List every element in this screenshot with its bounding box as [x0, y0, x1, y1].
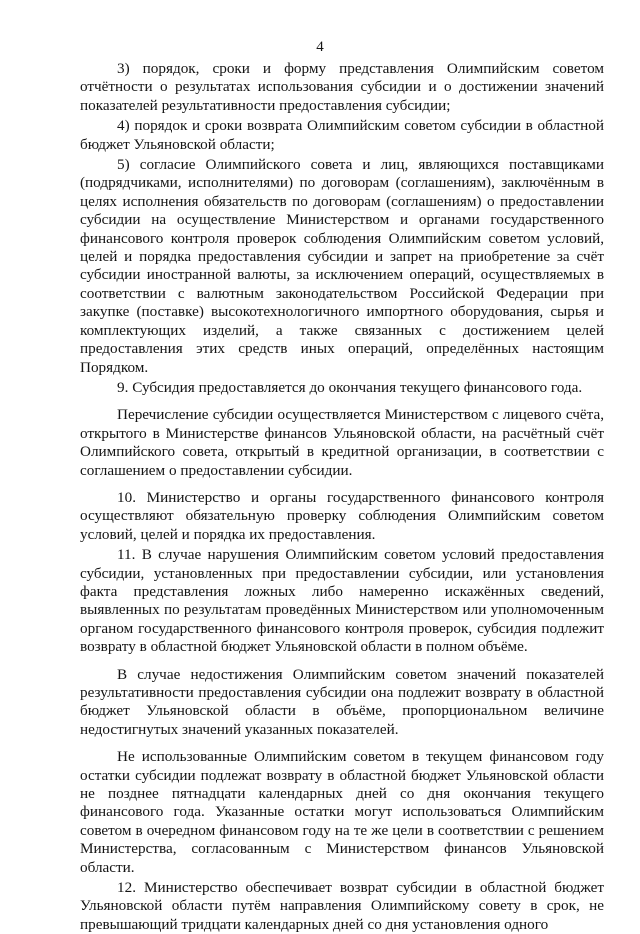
paragraph-item-4: 4) порядок и сроки возврата Олимпийским советом субсидии в областной бюджет Ульяновской области;: [80, 117, 604, 153]
page-number: 4: [316, 39, 324, 55]
paragraph-item-5: 5) согласие Олимпийского совета и лиц, являющихся поставщиками (подрядчиками, исполнителями) по договорам (соглашениям), заключённым в целях исполнения обязательств по договорам (соглашениям) о предоставлении субсидии на осуществление Министерством и органами государственного финансового контроля проверок соблюдения Олимпийским советом условий, целей и порядка предоставления субсидии и запрет на приобретение за счёт субсидии иностранной валюты, за исключением операций, осуществляемых в соответствии с валютным законодательством Российской Федерации при закупке (поставке) высокотехнологичного импортного оборудования, сырья и комплектующих изделий, а также связанных с достижением целей предоставления этих средств иных операций, определённых настоящим Порядком.: [80, 156, 604, 376]
paragraph-item-3: 3) порядок, сроки и форму представления Олимпийским советом отчётности о результатах использования субсидии и о достижении значений показателей результативности предоставления субсидии;: [80, 60, 604, 114]
paragraph-unused-remainder: Не использованные Олимпийским советом в текущем финансовом году остатки субсидии подлежат возврату в областной бюджет Ульяновской области не позднее пятнадцати календарных дней со дня окончания текущего финансового года. Указанные остатки могут использоваться Олимпийским советом в очередном финансовом году на те же цели в соответствии с решением Министерства, согласованным с Министерством финансов Ульяновской области.: [80, 748, 604, 876]
paragraph-transfer: Перечисление субсидии осуществляется Министерством с лицевого счёта, открытого в Министерстве финансов Ульяновской области, на расчётный счёт Олимпийского совета, открытый в кредитной организации, в соответствии с соглашением о предоставлении субсидии.: [80, 406, 604, 479]
paragraph-underachievement: В случае недостижения Олимпийским советом значений показателей результативности предоставления субсидии она подлежит возврату в областной бюджет Ульяновской области в объёме, пропорциональном величине недостигнутых значений указанных показателей.: [80, 665, 604, 738]
paragraph-clause-12: 12. Министерство обеспечивает возврат субсидии в областной бюджет Ульяновской области путём направления Олимпийскому совету в срок, не превышающий тридцати календарных дней со дня установления одного: [80, 879, 604, 933]
paragraph-clause-9: 9. Субсидия предоставляется до окончания текущего финансового года.: [117, 378, 583, 396]
paragraph-clause-11: 11. В случае нарушения Олимпийским советом условий предоставления субсидии, установленных при предоставлении субсидии, или установления факта представления ложных либо намеренно искажённых сведений, выявленных по результатам проведённых Министерством или уполномоченным органом государственного финансового контроля проверок, субсидия подлежит возврату в областной бюджет Ульяновской области в полном объёме.: [80, 546, 604, 656]
paragraph-clause-10: 10. Министерство и органы государственного финансового контроля осуществляют обязательную проверку соблюдения Олимпийским советом условий, целей и порядка их предоставления.: [80, 488, 604, 543]
document-body: [80, 60, 604, 934]
